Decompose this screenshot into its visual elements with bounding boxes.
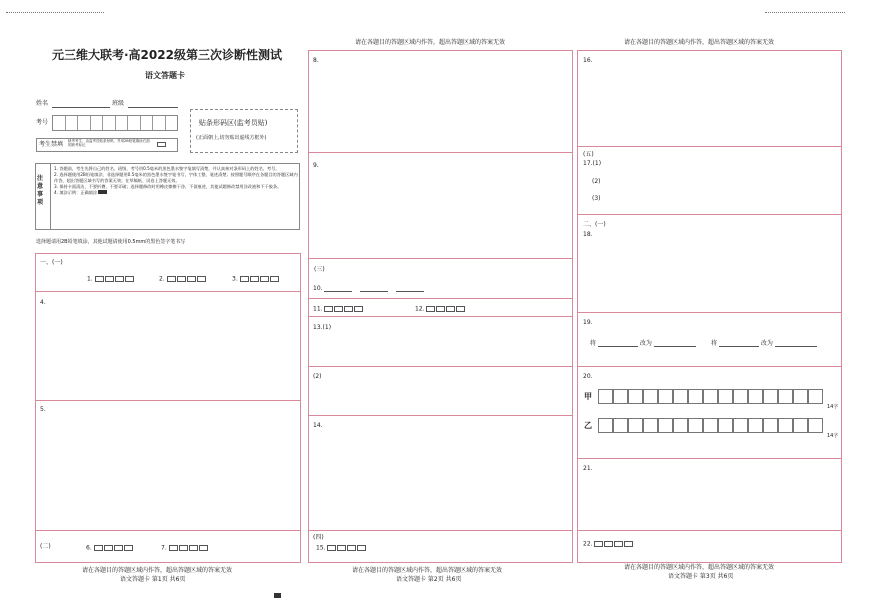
absent-note: 缺考考生，由监考员贴条形码，并用2B铅笔填涂右面的缺考标记 xyxy=(68,139,150,147)
notice-item: 2. 选择题使用2B铅笔填涂，非选择题用0.5毫米的黑色墨水签字笔书写，字体工整、笔迹清楚；按照题号顺序在各题目的答题区域内作答，超出答题区域书写的答案无效；在草稿纸、试卷上答题无效。 xyxy=(54,172,298,183)
q10-label: 10. xyxy=(313,286,424,292)
top-note-col2: 请在各题目的答题区域内作答，超出答题区域的答案无效 xyxy=(355,39,506,46)
divider xyxy=(35,400,301,401)
instruction-text: 选择题请用2B铅笔填涂，其他试题请使用0.5mm的黑色签字笔书写 xyxy=(36,239,186,245)
q2-options[interactable]: 2. xyxy=(159,276,207,283)
absent-mark-box[interactable] xyxy=(157,142,166,147)
col3-answer-area xyxy=(577,50,842,563)
section-5-label: (五) xyxy=(583,151,594,158)
divider xyxy=(577,214,842,215)
q16-label: 16. xyxy=(583,57,593,64)
top-note-col3: 请在各题目的答题区域内作答，超出答题区域的答案无效 xyxy=(624,39,775,46)
footer-note-2: 请在各题目的答题区域内作答，超出答题区域的答案无效 xyxy=(352,567,503,574)
divider xyxy=(308,415,573,416)
page-number-3: 语文答题卡 第3页 共6页 xyxy=(668,573,734,580)
footer-note-1: 请在各题目的答题区域内作答，超出答题区域的答案无效 xyxy=(82,567,233,574)
divider xyxy=(308,530,573,531)
page-number-1: 语文答题卡 第1页 共6页 xyxy=(120,576,186,583)
absent-label: 考生禁填 xyxy=(39,141,64,148)
divider xyxy=(577,312,842,313)
q18-label: 18. xyxy=(583,231,593,238)
barcode-note: (正面朝上,切勿贴出虚线方框外) xyxy=(196,135,267,141)
col1-answer-area xyxy=(35,253,301,563)
notice-item: 1. 答题前，考生先将自己的姓名、班级、考号用0.5毫米的黑色墨水签字笔填写清楚，并认真核对条形码上的姓名、考号。 xyxy=(54,166,280,171)
class-label: 班级 xyxy=(112,100,125,107)
q19-answer-line[interactable]: 将 改为 将 改为 xyxy=(590,341,817,347)
q14-label: 14. xyxy=(313,422,323,429)
barcode-title: 贴条形码区(监考员贴) xyxy=(199,119,268,127)
q1-options[interactable]: 1. xyxy=(87,276,135,283)
q17-1-label: 17.(1) xyxy=(583,160,602,167)
q3-options[interactable]: 3. xyxy=(232,276,280,283)
q20-label: 20. xyxy=(583,373,593,380)
q12-options[interactable]: 12. xyxy=(415,306,466,313)
divider xyxy=(35,291,301,292)
q20-yi-label: 乙 xyxy=(584,421,592,430)
section-3-label: (三) xyxy=(314,266,325,273)
divider xyxy=(35,530,301,531)
divider xyxy=(577,366,842,367)
q22-options[interactable]: 22. xyxy=(583,541,634,548)
name-label: 姓名 xyxy=(36,100,49,107)
q7-options[interactable]: 7. xyxy=(161,545,209,552)
divider xyxy=(308,152,573,153)
top-dotted-edge-left xyxy=(6,12,104,13)
class-field[interactable] xyxy=(128,107,178,108)
footer-note-3: 请在各题目的答题区域内作答，超出答题区域的答案无效 xyxy=(624,564,775,571)
notice-label: 注意事项 xyxy=(37,175,44,206)
exam-no-label: 考号 xyxy=(36,119,49,126)
q6-options[interactable]: 6. xyxy=(86,545,134,552)
q20-jia-count: 14字 xyxy=(827,404,839,410)
q17-3-label: (3) xyxy=(592,195,601,202)
notice-item: 3. 保持卡面清洁，不要折叠、不要弄破；选择题修改时用橡皮擦擦干净，不留痕迹，其他试题修改禁用涂改液和不干胶条。 xyxy=(54,184,282,189)
q5-label: 5. xyxy=(40,406,46,413)
section-2-label: (二) xyxy=(40,543,51,550)
divider xyxy=(308,298,573,299)
q15-options[interactable]: 15. xyxy=(316,545,367,552)
top-dotted-edge-right xyxy=(765,12,845,13)
q20-jia-label: 甲 xyxy=(584,392,592,401)
q13-1-label: 13.(1) xyxy=(313,324,332,331)
q21-label: 21. xyxy=(583,465,593,472)
section-1-label: 一、(一) xyxy=(40,259,63,266)
exam-title: 元三维大联考·高2022级第三次诊断性测试 xyxy=(52,48,282,62)
q11-options[interactable]: 11. xyxy=(313,306,364,313)
q17-2-label: (2) xyxy=(592,178,601,185)
barcode-area xyxy=(190,109,298,153)
divider xyxy=(308,316,573,317)
q9-label: 9. xyxy=(313,162,319,169)
section-4-label: (四) xyxy=(313,534,324,541)
q4-label: 4. xyxy=(40,299,46,306)
notice-divider xyxy=(50,163,51,230)
divider xyxy=(308,258,573,259)
divider xyxy=(577,146,842,147)
positioning-mark xyxy=(274,593,281,598)
notice-list xyxy=(54,166,298,196)
q13-2-label: (2) xyxy=(313,373,322,380)
q19-label: 19. xyxy=(583,319,593,326)
notice-item: 4. 填涂示例：正确填涂 xyxy=(54,190,298,196)
q20-yi-count: 14字 xyxy=(827,433,839,439)
section-6-label: 二、(一) xyxy=(583,221,606,228)
q20-yi-grid[interactable] xyxy=(598,418,823,433)
divider xyxy=(577,530,842,531)
exam-no-grid[interactable] xyxy=(52,115,178,131)
q8-label: 8. xyxy=(313,57,319,64)
divider xyxy=(308,366,573,367)
divider xyxy=(577,458,842,459)
page-number-2: 语文答题卡 第2页 共6页 xyxy=(396,576,462,583)
card-subtitle: 语文答题卡 xyxy=(145,71,185,80)
name-field[interactable] xyxy=(52,107,110,108)
q20-jia-grid[interactable] xyxy=(598,389,823,404)
